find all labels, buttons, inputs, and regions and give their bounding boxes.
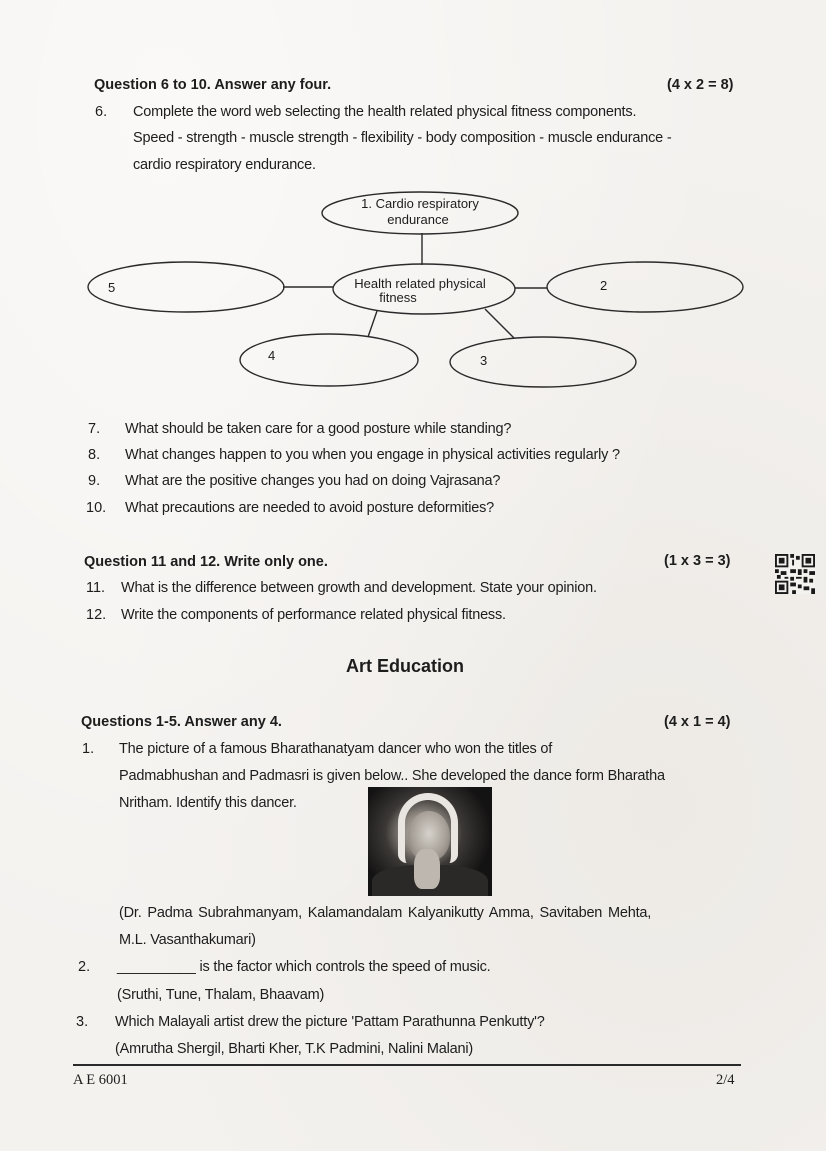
- web-node-top-line1: 1. Cardio respiratory: [361, 196, 479, 211]
- question-text: Nritham. Identify this dancer.: [119, 795, 297, 811]
- page-number: 2/4: [716, 1072, 735, 1088]
- question-number: 10.: [86, 500, 107, 516]
- question-group-heading: Questions 1-5. Answer any 4.: [81, 714, 282, 730]
- web-node-center-line2: fitness: [379, 290, 417, 305]
- question-number: 1.: [82, 741, 95, 757]
- photo-hand: [414, 849, 440, 889]
- question-number: 12.: [86, 607, 107, 623]
- qr-code-icon: [775, 553, 815, 595]
- dancer-photo: [368, 787, 492, 896]
- question-text: What should be taken care for a good posture while standing?: [125, 421, 512, 437]
- question-number: 7.: [88, 421, 101, 437]
- fill-blank: __________: [117, 959, 196, 975]
- question-text: What is the difference between growth and development. State your opinion.: [121, 580, 597, 596]
- question-number: 3.: [76, 1014, 89, 1030]
- question-text: Complete the word web selecting the health related physical fitness components.: [133, 104, 637, 120]
- question-text: What are the positive changes you had on doing Vajrasana?: [125, 473, 501, 489]
- question-text: What precautions are needed to avoid posture deformities?: [125, 500, 495, 516]
- footer-divider: [73, 1064, 741, 1066]
- question-number: 6.: [95, 104, 108, 120]
- question-number: 2.: [78, 959, 91, 975]
- question-text: cardio respiratory endurance.: [133, 157, 316, 173]
- question-group-heading: Question 6 to 10. Answer any four.: [94, 77, 332, 93]
- web-node-bottom-left: 4: [268, 348, 276, 363]
- marks-allocation: (4 x 1 = 4): [664, 714, 731, 730]
- answer-options: M.L. Vasanthakumari): [119, 932, 256, 948]
- question-text: Padmabhushan and Padmasri is given below.. She developed the dance form Bharatha: [119, 768, 665, 784]
- ellipse-bottom-right: [450, 337, 636, 387]
- marks-allocation: (4 x 2 = 8): [667, 77, 734, 93]
- question-text: [117, 959, 491, 975]
- question-text: What changes happen to you when you engage in physical activities regularly ?: [125, 447, 620, 463]
- connector-line: [485, 309, 514, 338]
- question-number: 9.: [88, 473, 101, 489]
- web-node-top-line2: endurance: [387, 212, 449, 227]
- ellipse-right: [547, 262, 743, 312]
- question-text: Write the components of performance related physical fitness.: [121, 607, 506, 623]
- paper-code: A E 6001: [73, 1072, 128, 1088]
- web-node-left: 5: [108, 280, 116, 295]
- question-group-heading: Question 11 and 12. Write only one.: [84, 554, 328, 570]
- question-text: Speed - strength - muscle strength - flexibility - body composition - muscle endurance -: [133, 130, 672, 146]
- web-node-bottom-right: 3: [480, 353, 488, 368]
- answer-options: (Dr. Padma Subrahmanyam, Kalamandalam Kalyanikutty Amma, Savitaben Mehta,: [119, 905, 652, 921]
- web-node-center-line1: Health related physical: [354, 276, 486, 291]
- connector-line: [368, 311, 377, 337]
- section-title: Art Education: [346, 656, 465, 676]
- question-number: 11.: [86, 580, 106, 596]
- question-text: The picture of a famous Bharathanatyam dancer who won the titles of: [119, 741, 553, 757]
- word-web-diagram: [0, 0, 826, 400]
- question-text: Which Malayali artist drew the picture 'Pattam Parathunna Penkutty'?: [115, 1014, 545, 1030]
- ellipse-bottom-left: [240, 334, 418, 386]
- ellipse-left: [88, 262, 284, 312]
- question-number: 8.: [88, 447, 101, 463]
- marks-allocation: (1 x 3 = 3): [664, 553, 731, 569]
- answer-options: (Sruthi, Tune, Thalam, Bhaavam): [117, 987, 325, 1003]
- question-text-rest: is the factor which controls the speed of music.: [195, 959, 491, 975]
- answer-options: (Amrutha Shergil, Bharti Kher, T.K Padmini, Nalini Malani): [115, 1041, 474, 1057]
- web-node-right: 2: [600, 278, 608, 293]
